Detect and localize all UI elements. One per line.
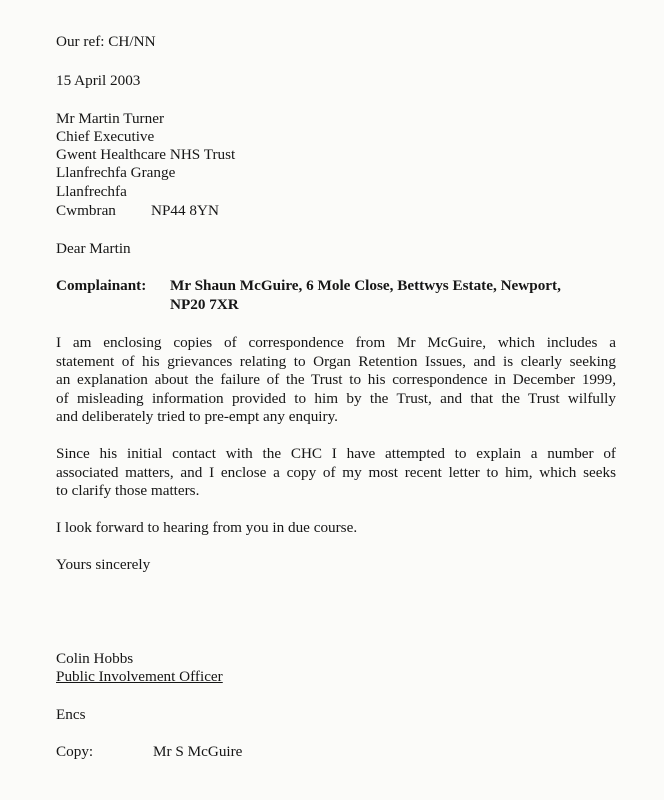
paragraph-enclosing — [56, 334, 616, 427]
copy-label: Copy: — [56, 743, 94, 760]
paragraph-line: Since his initial contact with the CHC I have attempted to explain a number of — [56, 445, 616, 462]
salutation: Dear Martin — [56, 240, 131, 257]
recipient-org: Gwent Healthcare NHS Trust — [56, 146, 236, 163]
closing: Yours sincerely — [56, 556, 151, 573]
signatory-name: Colin Hobbs — [56, 650, 134, 667]
paragraph-line: and deliberately tried to pre-empt any enquiry. — [56, 408, 338, 426]
signatory-title: Public Involvement Officer — [56, 668, 223, 685]
paragraph-line: associated matters, and I enclose a copy of my most recent letter to him, which seeks — [56, 463, 616, 481]
recipient-town: Cwmbran — [56, 202, 116, 219]
paragraph-line: statement of his grievances relating to Organ Retention Issues, and is clearly seeking — [56, 352, 616, 370]
paragraph-closing-remark: I look forward to hearing from you in due course. — [56, 519, 358, 536]
complainant-line1: Mr Shaun McGuire, 6 Mole Close, Bettwys Estate, Newport, — [170, 277, 561, 294]
recipient-title: Chief Executive — [56, 128, 155, 145]
paragraph-contact — [56, 445, 616, 501]
recipient-address-line1: Llanfrechfa Grange — [56, 164, 176, 181]
enclosures: Encs — [56, 706, 86, 723]
recipient-postcode: NP44 8YN — [151, 202, 219, 219]
recipient-name: Mr Martin Turner — [56, 110, 165, 127]
recipient-address-line2: Llanfrechfa — [56, 183, 127, 200]
paragraph-line: of misleading information provided to him by the Trust, and that the Trust wilfully — [56, 389, 616, 407]
reference: Our ref: CH/NN — [56, 33, 156, 50]
complainant-label: Complainant: — [56, 277, 147, 294]
copy-recipient: Mr S McGuire — [153, 743, 243, 760]
letter-date: 15 April 2003 — [56, 72, 141, 89]
complainant-line2: NP20 7XR — [170, 296, 239, 313]
paragraph-line: to clarify those matters. — [56, 482, 200, 500]
paragraph-line: an explanation about the failure of the Trust to his correspondence in December 1999, — [56, 371, 616, 389]
paragraph-line: I am enclosing copies of correspondence from Mr McGuire, which includes a — [56, 334, 616, 351]
